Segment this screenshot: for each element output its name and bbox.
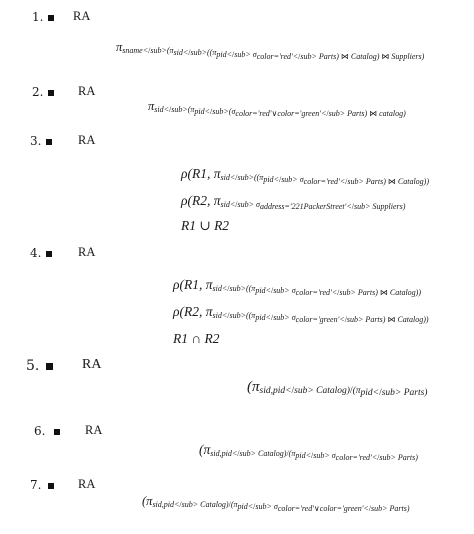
ra-expression xyxy=(199,440,418,467)
ra-expression xyxy=(247,378,427,403)
expression-line: R1 ∪ R2 xyxy=(181,218,230,233)
item-number: 4. xyxy=(30,246,42,260)
item-label: RA xyxy=(78,84,96,98)
item-number: 1. xyxy=(32,10,44,24)
item-label: RA xyxy=(78,133,96,147)
expression-line: R1 ∩ R2 xyxy=(173,331,220,346)
ra-expression xyxy=(181,164,429,235)
item-number: 5. xyxy=(26,358,40,374)
item-label: RA xyxy=(85,423,103,437)
expression-line: $\pi_{sname</sub>(\pi_{sid</sub>((\pi_{pid</sub> \sigma_{color='red'</sub> Parts) ⋈ Catalog) ⋈ Suppliers)}}}}$ xyxy=(116,40,425,61)
bullet-icon xyxy=(46,139,52,145)
expression-line: $\pi_{sid</sub>(\pi_{pid</sub>(\sigma_{color='red'\vee color='green'</sub> Parts) ⋈ catalog)}}}$ xyxy=(148,99,406,118)
item-label: RA xyxy=(73,9,91,23)
item-number: 3. xyxy=(30,134,42,148)
item-label: RA xyxy=(78,477,96,491)
item-number: 7. xyxy=(30,478,42,492)
bullet-icon xyxy=(46,363,53,370)
expression-line: ρ(R2, $\pi_{sid</sub>((\pi_{pid</sub> \sigma_{color='green'</sub> Parts) ⋈ Catalog))}}}$ xyxy=(173,304,429,324)
ra-expression xyxy=(142,492,410,518)
ra-expression xyxy=(173,275,429,348)
item-number: 2. xyxy=(32,85,44,99)
item-label: RA xyxy=(78,245,96,259)
item-label: RA xyxy=(82,357,102,372)
expression-line: ($\pi_{sid,pid</sub> Catalog)/(\pi_{pid</sub> \sigma_{color='red'\vee color='green'</sub> Parts)}}}$ xyxy=(142,494,410,513)
ra-expression xyxy=(116,38,424,66)
bullet-icon xyxy=(54,429,60,435)
expression-line: ρ(R2, $\pi_{sid</sub> \sigma_{address='221PackerStreet'</sub> Suppliers)}}$ xyxy=(181,193,406,211)
expression-line: ($\pi_{sid,pid</sub> Catalog)/(\pi_{pid</sub> Parts)}}$ xyxy=(247,379,428,398)
expression-line: ρ(R1, $\pi_{sid</sub>((\pi_{pid</sub> \sigma_{color='red'</sub> Parts) ⋈ Catalog))}}}$ xyxy=(181,166,429,186)
bullet-icon xyxy=(48,90,54,96)
bullet-icon xyxy=(48,483,54,489)
expression-line: ($\pi_{sid,pid</sub> Catalog)/(\pi_{pid</sub> \sigma_{color='red'</sub> Parts)}}}$ xyxy=(199,442,418,462)
ra-expression xyxy=(148,97,406,123)
bullet-icon xyxy=(46,251,52,257)
item-number: 6. xyxy=(34,424,46,438)
bullet-icon xyxy=(48,15,54,21)
expression-line: ρ(R1, $\pi_{sid</sub>((\pi_{pid</sub> \sigma_{color='red'</sub> Parts) ⋈ Catalog))}}}$ xyxy=(173,277,421,297)
